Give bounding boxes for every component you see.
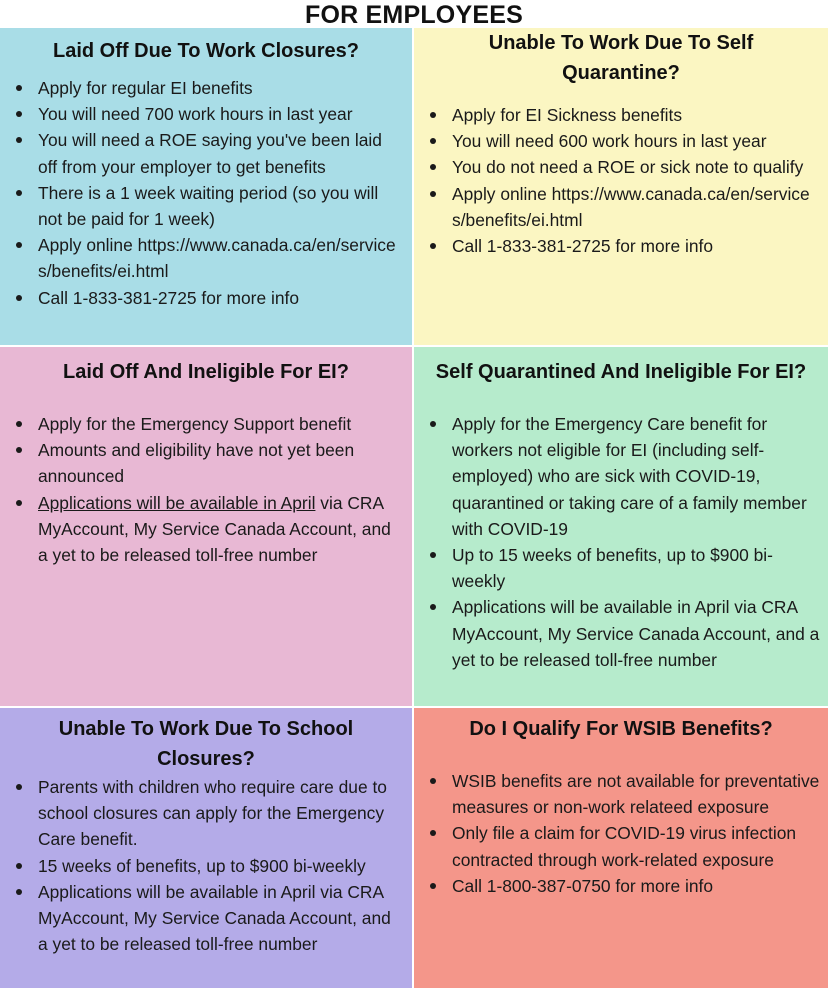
list-item: Up to 15 weeks of benefits, up to $900 bi-weekly [414,542,828,594]
panel-school-closures [0,708,412,988]
panel-heading: Do I Qualify For WSIB Benefits? [469,718,773,740]
list-item: WSIB benefits are not available for preventative measures or non-work relateed exposure [414,768,828,820]
bullet-list [0,774,412,957]
bullet-list [414,768,828,899]
bullet-list [0,411,412,568]
panel-laid-off-ineligible [0,347,412,706]
panel-heading: Unable To Work Due To Self Quarantine? [488,32,754,84]
list-item: Applications will be available in April via CRA MyAccount, My Service Canada Account, and a yet to be released toll-free number [414,594,828,673]
list-item: You will need a ROE saying you've been laid off from your employer to get benefits [0,127,412,179]
list-item [0,490,412,569]
panel-self-quarantine [414,28,828,345]
list-item: 15 weeks of benefits, up to $900 bi-weekly [0,853,412,879]
list-item: Call 1-833-381-2725 for more info [0,285,412,311]
page-title: FOR EMPLOYEES [305,1,523,29]
list-item: Amounts and eligibility have not yet been announced [0,437,412,489]
list-item: Call 1-833-381-2725 for more info [414,233,828,259]
panel-self-quarantined-ineligible [414,347,828,706]
bullet-list [414,102,828,259]
panel-heading: Laid Off Due To Work Closures? [53,40,359,62]
list-item: Applications will be available in April via CRA MyAccount, My Service Canada Account, and a yet to be released toll-free number [0,879,412,958]
list-item: You will need 600 work hours in last year [414,128,828,154]
list-item: You will need 700 work hours in last year [0,101,412,127]
list-item: Apply for the Emergency Care benefit for workers not eligible for EI (including self-employed) who are sick with COVID-19, quarantined or taking care of a family member with COVID-19 [414,411,828,542]
bullet-list [414,411,828,673]
list-item: Only file a claim for COVID-19 virus infection contracted through work-related exposure [414,820,828,872]
panel-laid-off-work-closures [0,28,412,345]
list-item: Apply online https://www.canada.ca/en/services/benefits/ei.html [414,181,828,233]
list-item: There is a 1 week waiting period (so you will not be paid for 1 week) [0,180,412,232]
list-item: Apply for the Emergency Support benefit [0,411,412,437]
list-item: Call 1-800-387-0750 for more info [414,873,828,899]
panel-heading: Self Quarantined And Ineligible For EI? [435,361,807,383]
panel-heading: Unable To Work Due To School Closures? [58,718,354,770]
list-item: Parents with children who require care due to school closures can apply for the Emergency Care benefit. [0,774,412,853]
list-item: Apply for regular EI benefits [0,75,412,101]
panel-heading: Laid Off And Ineligible For EI? [63,361,349,383]
list-item: Apply for EI Sickness benefits [414,102,828,128]
list-item-text: via CRA MyAccount, My Service Canada Account, and a yet to be released toll-free number [38,492,391,566]
list-item: Apply online https://www.canada.ca/en/services/benefits/ei.html [0,232,412,284]
list-item: You do not need a ROE or sick note to qualify [414,154,828,180]
underlined-text: Applications will be available in April [38,492,316,513]
panel-wsib-benefits [414,708,828,988]
bullet-list [0,75,412,311]
